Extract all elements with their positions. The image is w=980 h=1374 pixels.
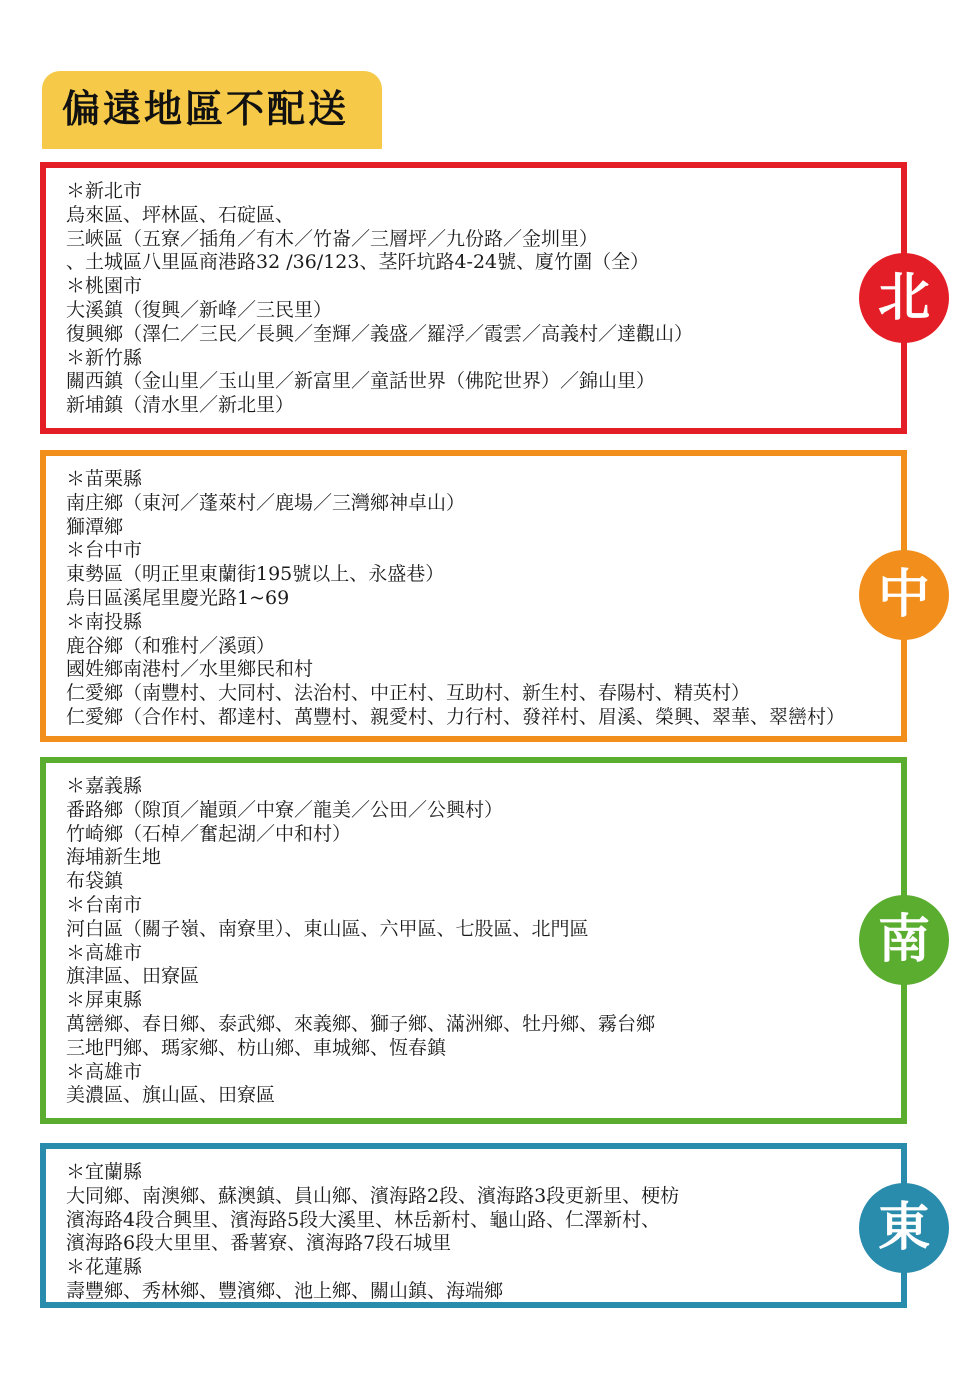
district-line: 東勢區（明正里東蘭街195號以上、永盛巷） [66, 563, 445, 586]
district-line: 鹿谷鄉（和雅村／溪頭） [66, 634, 276, 657]
district-line: 仁愛鄉（合作村、都達村、萬豐村、親愛村、力行村、發祥村、眉溪、榮興、翠華、翠巒村） [66, 705, 846, 728]
district-line: 濱海路4段合興里、濱海路5段大溪里、林岳新村、龜山路、仁澤新村、 [66, 1208, 661, 1231]
county-heading: ＊屏東縣 [66, 989, 143, 1012]
county-heading: ＊嘉義縣 [66, 775, 143, 797]
district-line: 烏日區溪尾里慶光路1~69 [66, 586, 290, 609]
county-heading: ＊高雄市 [66, 1060, 143, 1083]
district-line: 大溪鎮（復興／新峰／三民里） [66, 298, 333, 321]
county-heading: ＊新北市 [66, 180, 143, 202]
district-line: 獅潭鄉 [66, 515, 124, 538]
district-line: 關西鎮（金山里／玉山里／新富里／童話世界（佛陀世界）／錦山里） [66, 370, 656, 393]
district-line: 三峽區（五寮／插角／有木／竹崙／三層坪／九份路／金圳里） [66, 227, 599, 250]
region-south-badge: 南 [859, 895, 949, 985]
region-north-badge: 北 [859, 253, 949, 343]
district-line: 國姓鄉南港村／水里鄉民和村 [66, 658, 314, 681]
district-line: 河白區（關子嶺、南寮里）、東山區、六甲區、七股區、北門區 [66, 917, 589, 940]
region-north-list [66, 180, 897, 418]
district-line: 新埔鎮（清水里／新北里） [66, 394, 295, 417]
county-heading: ＊南投縣 [66, 610, 143, 633]
district-line: 番路鄉（隙頂／巃頭／中寮／龍美／公田／公興村） [66, 798, 504, 821]
region-central-badge: 中 [859, 550, 949, 640]
region-south-box [40, 757, 907, 1124]
district-line: 萬巒鄉、春日鄉、泰武鄉、來義鄉、獅子鄉、滿洲鄉、牡丹鄉、霧台鄉 [66, 1012, 656, 1035]
region-east-badge: 東 [859, 1183, 949, 1273]
district-line: 南庄鄉（東河／蓬萊村／鹿場／三灣鄉神卓山） [66, 491, 466, 514]
district-line: 旗津區、田寮區 [66, 965, 200, 988]
district-line: 復興鄉（澤仁／三民／長興／奎輝／義盛／羅浮／霞雲／高義村／達觀山） [66, 322, 694, 345]
county-heading: ＊苗栗縣 [66, 468, 143, 490]
county-heading: ＊花蓮縣 [66, 1256, 143, 1279]
district-line: 美濃區、旗山區、田寮區 [66, 1084, 276, 1107]
county-heading: ＊台南市 [66, 893, 143, 916]
district-line: 仁愛鄉（南豐村、大同村、法治村、中正村、互助村、新生村、春陽村、精英村） [66, 682, 751, 705]
region-east-list [66, 1161, 897, 1304]
district-line: 烏來區、坪林區、石碇區、 [66, 203, 295, 226]
district-line: 竹崎鄉（石棹／奮起湖／中和村） [66, 822, 352, 845]
district-line: 海埔新生地 [66, 846, 162, 869]
district-line: 濱海路6段大里里、番薯寮、濱海路7段石城里 [66, 1232, 452, 1255]
region-east-box [40, 1143, 907, 1308]
region-south-list [66, 775, 897, 1108]
district-line: 壽豐鄉、秀林鄉、豐濱鄉、池上鄉、關山鎮、海端鄉 [66, 1279, 504, 1302]
county-heading: ＊新竹縣 [66, 346, 143, 369]
county-heading: ＊台中市 [66, 539, 143, 562]
region-central-list [66, 468, 897, 730]
county-heading: ＊宜蘭縣 [66, 1161, 143, 1183]
page-title: 偏遠地區不配送 [62, 87, 350, 131]
region-north-box [40, 162, 907, 434]
district-line: 大同鄉、南澳鄉、蘇澳鎮、員山鄉、濱海路2段、濱海路3段更新里、梗枋 [66, 1184, 680, 1207]
county-heading: ＊高雄市 [66, 941, 143, 964]
region-central-box [40, 450, 907, 742]
title-tab [42, 71, 382, 149]
county-heading: ＊桃園市 [66, 275, 143, 298]
district-line: 布袋鎮 [66, 870, 124, 893]
district-line: 、土城區八里區商港路32 /36/123、茎阡坑路4-24號、廈竹圍（全） [66, 251, 650, 274]
district-line: 三地門鄉、瑪家鄉、枋山鄉、車城鄉、恆春鎮 [66, 1036, 447, 1059]
